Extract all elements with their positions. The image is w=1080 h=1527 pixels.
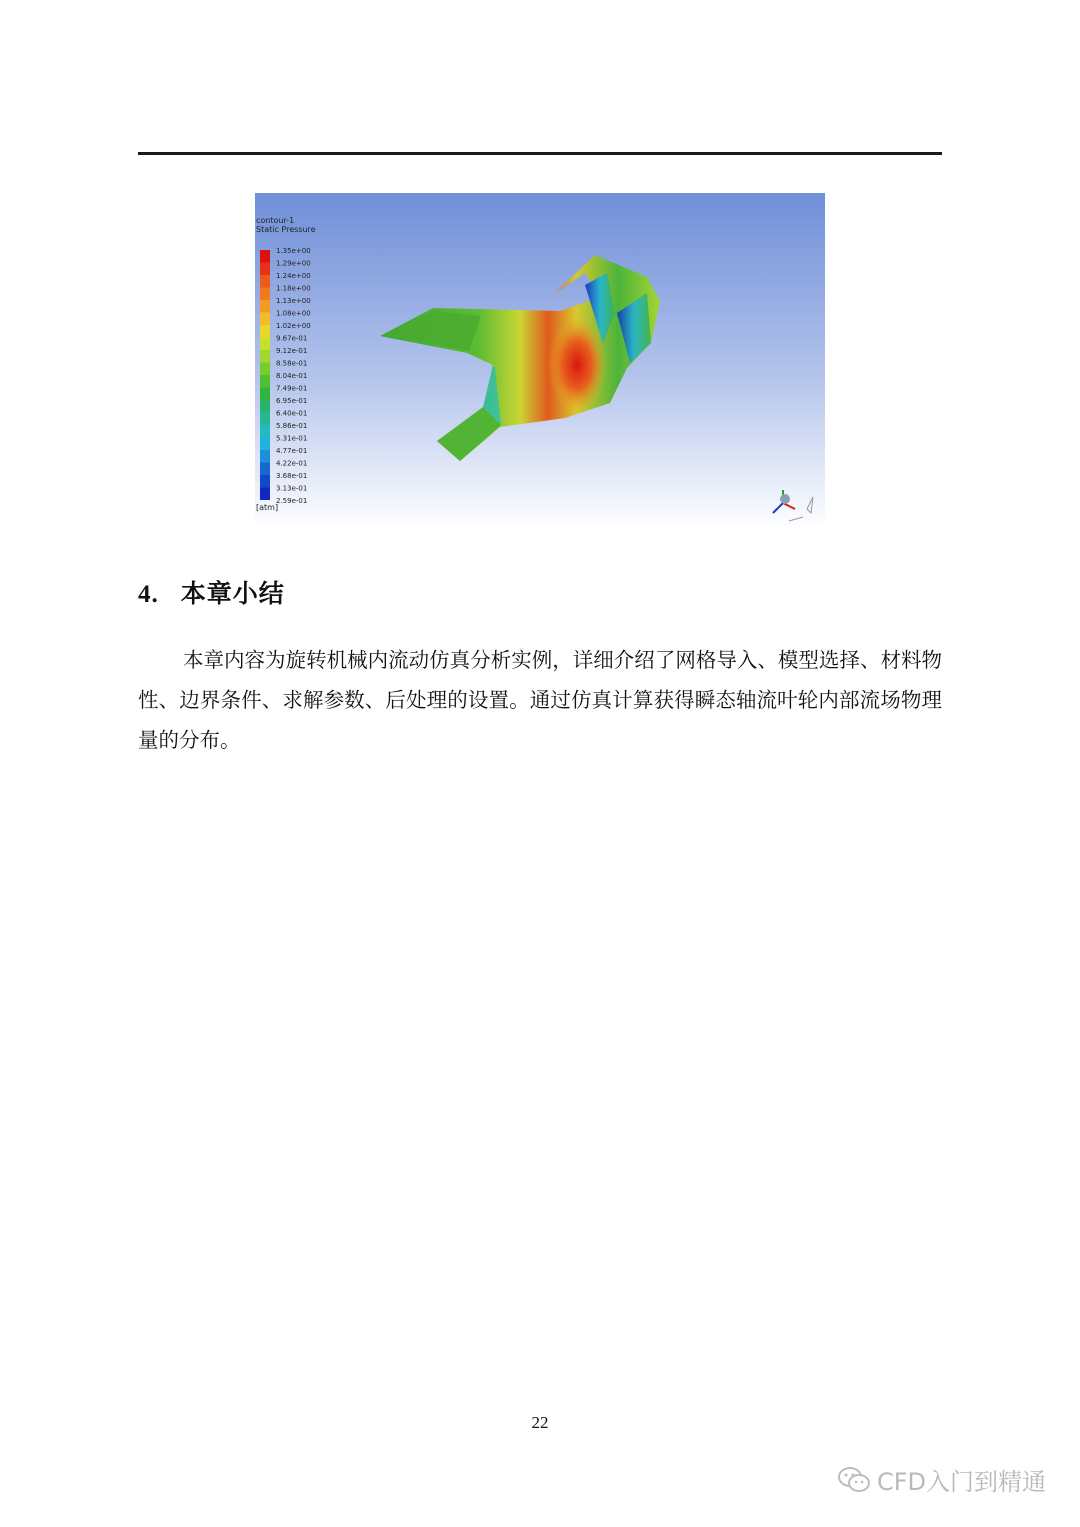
legend-swatch (260, 488, 270, 501)
legend-swatch (260, 288, 270, 301)
wechat-icon (837, 1466, 871, 1494)
legend-swatch (260, 388, 270, 401)
legend-tick-label: 1.35e+00 (276, 247, 311, 255)
legend-tick-label: 1.24e+00 (276, 272, 311, 280)
contour-plot (255, 193, 825, 530)
legend-swatch (260, 425, 270, 438)
legend-tick-label: 3.68e-01 (276, 472, 308, 480)
legend-tick-label: 3.13e-01 (276, 484, 308, 493)
legend-tick-label: 8.04e-01 (276, 372, 308, 380)
legend-swatch (260, 438, 270, 451)
legend-tick-label: 6.40e-01 (276, 409, 308, 418)
pressure-contour-figure (255, 193, 825, 530)
page-number: 22 (531, 1413, 549, 1432)
legend-swatch (260, 450, 270, 463)
legend-tick-label: 9.67e-01 (276, 334, 308, 343)
legend-swatch (260, 400, 270, 413)
legend-swatch (260, 325, 270, 338)
legend-tick-label: 7.49e-01 (276, 384, 308, 393)
legend-swatch (260, 275, 270, 288)
legend-unit: [atm] (256, 503, 279, 512)
legend-tick-label: 1.18e+00 (276, 284, 311, 293)
legend-swatch (260, 263, 270, 276)
legend-tick-label: 1.13e+00 (276, 297, 311, 305)
legend-tick-label: 4.22e-01 (276, 459, 308, 468)
legend-swatch (260, 300, 270, 313)
legend-tick-label: 8.58e-01 (276, 359, 308, 368)
watermark-text: CFD入门到精通 (876, 1468, 1046, 1496)
legend-swatch (260, 350, 270, 363)
legend-swatch (260, 475, 270, 488)
legend-tick-label: 1.29e+00 (276, 259, 311, 268)
legend-swatch (260, 463, 270, 476)
watermark (837, 1462, 1046, 1497)
legend-tick-label: 2.59e-01 (276, 497, 308, 505)
legend-swatch (260, 313, 270, 326)
summary-paragraph (138, 640, 942, 760)
header-rule (138, 152, 942, 155)
legend-tick-label: 4.77e-01 (276, 447, 308, 455)
legend-swatch (260, 413, 270, 426)
legend-swatch (260, 250, 270, 263)
legend-tick-label: 5.86e-01 (276, 422, 308, 430)
legend-colorbar (260, 247, 311, 505)
section-heading (138, 574, 285, 610)
legend-variable: Static Pressure (256, 225, 316, 234)
legend-swatch (260, 375, 270, 388)
summary-text: 本章内容为旋转机械内流动仿真分析实例，详细介绍了网格导入、模型选择、材料物性、边界条件、求解参数、后处理的设置。通过仿真计算获得瞬态轴流叶轮内部流场物理量的分布。 (138, 648, 942, 752)
section-title: 本章小结 (180, 579, 285, 608)
section-number: 4. (138, 581, 159, 608)
legend-swatch (260, 338, 270, 351)
legend-tick-label: 9.12e-01 (276, 347, 308, 355)
legend-tick-label: 6.95e-01 (276, 397, 308, 405)
legend-tick-label: 1.02e+00 (276, 322, 311, 330)
legend-contour-name: contour-1 (256, 216, 295, 225)
legend-tick-label: 1.08e+00 (276, 309, 311, 318)
legend-tick-label: 5.31e-01 (276, 434, 308, 443)
legend-swatch (260, 363, 270, 376)
